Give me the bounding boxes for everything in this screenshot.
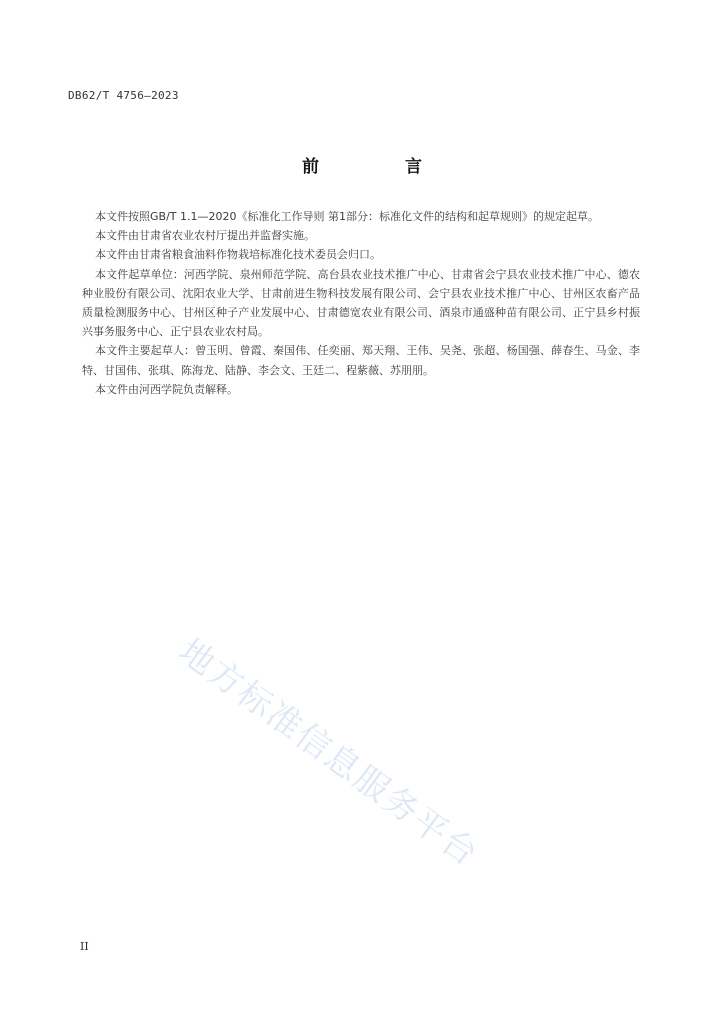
paragraph-drafters: 本文件主要起草人：曾玉明、曾霞、秦国伟、任奕丽、郑天翔、王伟、吴尧、张超、杨国强、薛春生、马金、李特、甘国伟、张琪、陈海龙、陆静、李会文、王廷二、程紫薇、苏朋朋。 <box>82 344 640 377</box>
foreword-content <box>82 207 640 399</box>
paragraph-interpretation: 本文件由河西学院负责解释。 <box>95 382 238 396</box>
page-title: 前 言 <box>302 157 462 177</box>
paragraph-proposer: 本文件由甘肃省农业农村厅提出并监督实施。 <box>95 229 315 243</box>
page-number: II <box>80 940 89 953</box>
document-code: DB62/T 4756—2023 <box>68 89 179 102</box>
paragraph-drafting-units: 本文件起草单位：河西学院、泉州师范学院、高台县农业技术推广中心、甘肃省会宁县农业技术推广中心、德农种业股份有限公司、沈阳农业大学、甘肃前进生物科技发展有限公司、会宁县农业技术推广中心、甘州区农畜产品质量检测服务中心、甘州区种子产业发展中心、甘肃德宽农业有限公司、酒泉市通盛种苗有限公司、正宁县乡村振兴事务服务中心、正宁县农业农村局。 <box>82 267 640 339</box>
paragraph-technical-committee: 本文件由甘肃省粮食油料作物栽培标准化技术委员会归口。 <box>95 248 381 262</box>
watermark: 地方标准信息服务平台 <box>171 631 486 876</box>
paragraph-drafting-rules: 本文件按照GB/T 1.1—2020《标准化工作导则 第1部分：标准化文件的结构和起草规则》的规定起草。 <box>95 210 599 223</box>
